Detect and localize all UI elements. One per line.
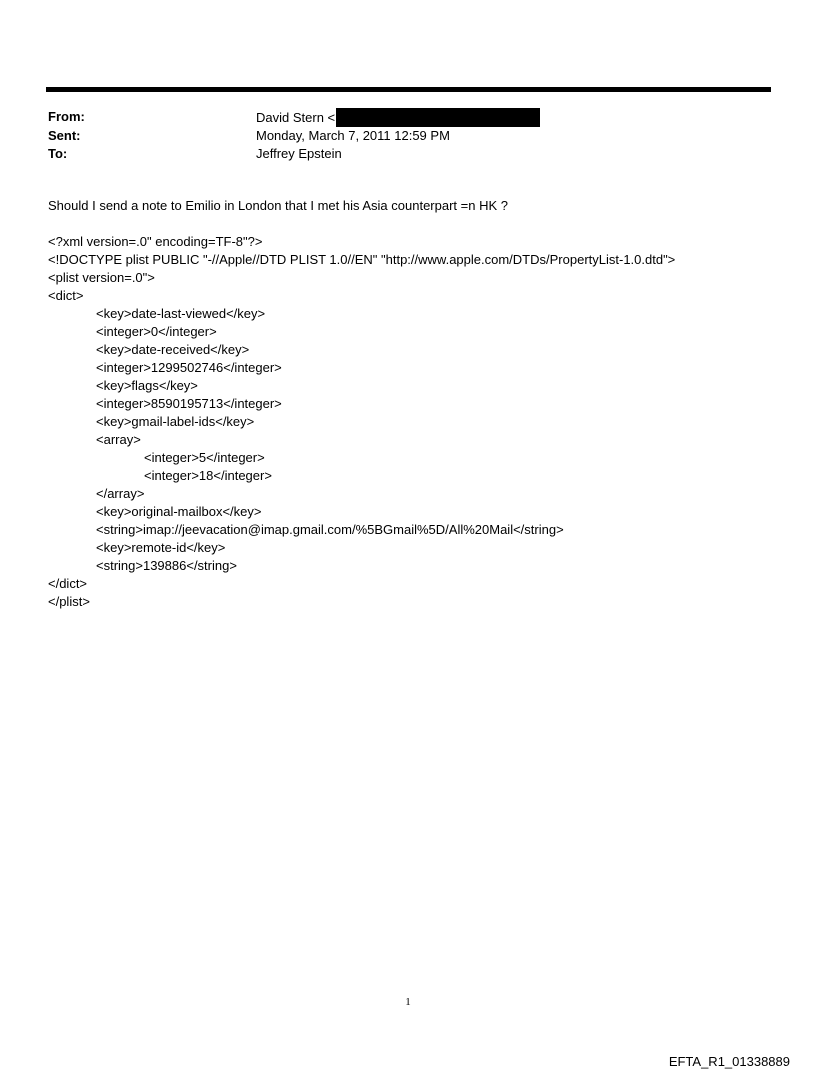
code-line: <integer>18</integer>	[144, 468, 272, 483]
code-line: <string>139886</string>	[96, 558, 237, 573]
sent-row	[48, 127, 748, 145]
code-line: <integer>5</integer>	[144, 450, 265, 465]
email-header	[48, 108, 748, 163]
header-divider	[46, 87, 771, 92]
to-value: Jeffrey Epstein	[256, 146, 342, 161]
from-row	[48, 108, 748, 127]
page-number: 1	[405, 996, 411, 1008]
from-label: From:	[48, 109, 85, 124]
code-line: <plist version=.0">	[48, 270, 155, 285]
code-line: <dict>	[48, 288, 84, 303]
code-line: </plist>	[48, 594, 90, 609]
sender-name: David Stern <	[256, 109, 336, 125]
code-line: <string>imap://jeevacation@imap.gmail.com/%5BGmail%5D/All%20Mail</string>	[96, 522, 564, 537]
email-body	[48, 197, 788, 611]
to-label: To:	[48, 146, 68, 161]
code-line: <array>	[96, 432, 141, 447]
code-line: <key>date-received</key>	[96, 342, 250, 357]
message-text: Should I send a note to Emilio in London that I met his Asia counterpart =n HK ?	[48, 198, 508, 213]
code-line: <integer>1299502746</integer>	[96, 360, 282, 375]
code-line: </dict>	[48, 576, 88, 591]
from-value	[256, 108, 540, 127]
code-line: </array>	[96, 486, 145, 501]
code-line: <key>gmail-label-ids</key>	[96, 414, 255, 429]
sent-value: Monday, March 7, 2011 12:59 PM	[256, 128, 450, 143]
code-line: <key>original-mailbox</key>	[96, 504, 262, 519]
redaction-box	[336, 108, 540, 127]
code-line: <integer>8590195713</integer>	[96, 396, 282, 411]
code-line: <!DOCTYPE plist PUBLIC "-//Apple//DTD PLIST 1.0//EN" "http://www.apple.com/DTDs/PropertyList-1.0.dtd">	[48, 252, 676, 267]
code-line: <key>flags</key>	[96, 378, 198, 393]
document-id: EFTA_R1_01338889	[668, 1054, 790, 1069]
to-row	[48, 145, 748, 163]
code-line: <?xml version=.0" encoding=TF-8"?>	[48, 234, 263, 249]
code-line: <integer>0</integer>	[96, 324, 217, 339]
plist-code-block	[48, 233, 788, 611]
sent-label: Sent:	[48, 128, 81, 143]
code-line: <key>remote-id</key>	[96, 540, 226, 555]
code-line: <key>date-last-viewed</key>	[96, 306, 266, 321]
